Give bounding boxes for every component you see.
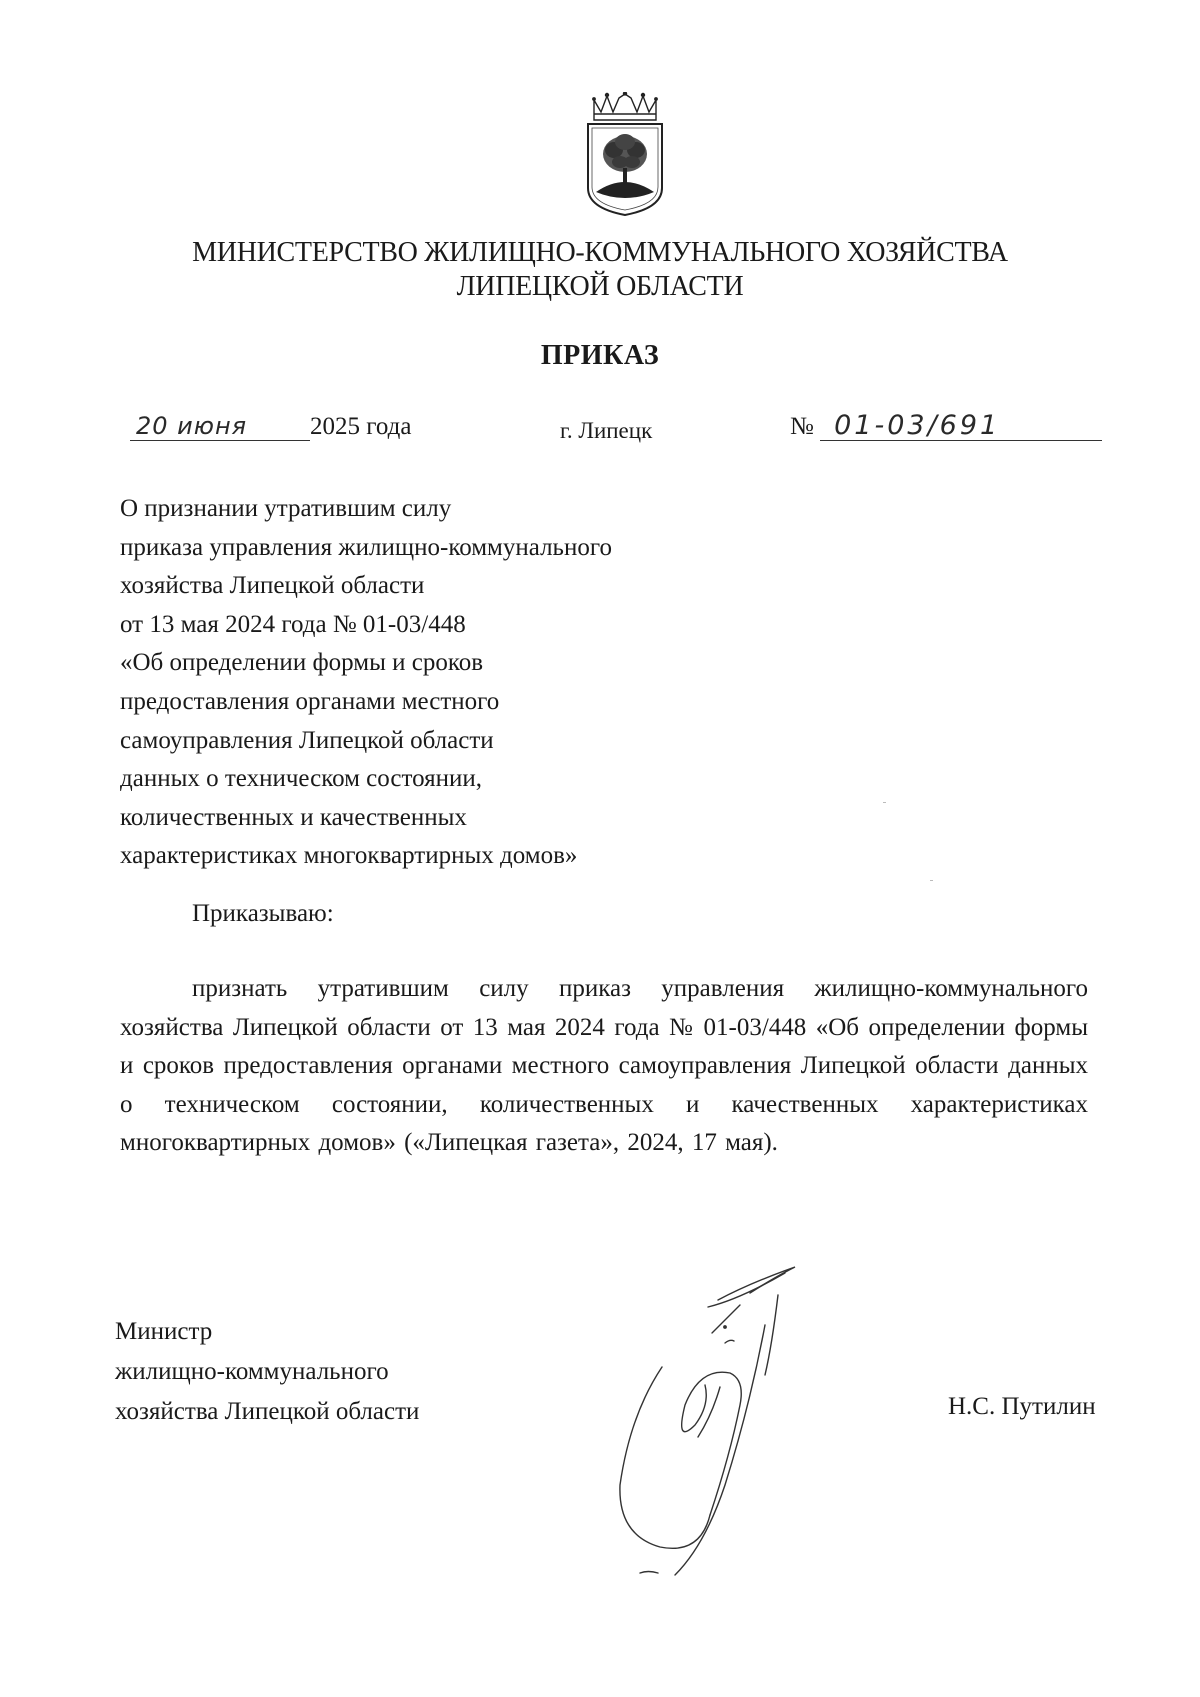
subject-line: количественных и качественных xyxy=(120,803,467,831)
signatory-name: Н.С. Путилин xyxy=(948,1393,1096,1420)
order-subject xyxy=(120,490,612,876)
scan-speck xyxy=(930,880,933,881)
subject-line: приказа управления жилищно-коммунального xyxy=(120,533,612,561)
handwritten-number: 01-03/691 xyxy=(820,412,1102,441)
subject-line: О признании утратившим силу xyxy=(120,495,452,522)
subject-line: данных о техническом состоянии, xyxy=(120,765,482,793)
scan-speck xyxy=(883,802,886,803)
order-city: г. Липецк xyxy=(560,418,653,443)
document-type-title: ПРИКАЗ xyxy=(540,340,660,371)
ministry-name-line2: ЛИПЕЦКОЙ ОБЛАСТИ xyxy=(456,271,744,302)
date-year: 2025 года xyxy=(310,413,412,440)
order-date xyxy=(130,412,411,441)
position-line: хозяйства Липецкой области xyxy=(115,1398,420,1425)
subject-line: самоуправления Липецкой области xyxy=(120,726,494,754)
order-directive-word: Приказываю: xyxy=(192,900,334,927)
order-body-text: признать утратившим силу приказ управления жилищно-коммунального хозяйства Липецкой области от 13 мая 2024 года № 01-03/448 «Об определении формы и сроков предоставления органами местного самоуправления Липецкой области данных о техническом состоянии, количественных и качественных характеристиках многоквартирных домов» («Липецкая газета», 2024, 17 мая). xyxy=(120,975,1088,1156)
ministry-name-line1: МИНИСТЕРСТВО ЖИЛИЩНО-КОММУНАЛЬНОГО ХОЗЯЙСТВА xyxy=(192,237,1008,268)
subject-line: характеристиках многоквартирных домов» xyxy=(120,842,578,870)
subject-line: «Об определении формы и сроков xyxy=(120,649,484,677)
coat-of-arms-emblem xyxy=(580,92,670,217)
subject-line: хозяйства Липецкой области xyxy=(120,572,425,600)
signatory-position xyxy=(115,1312,419,1432)
number-sign: № xyxy=(790,413,814,440)
handwritten-signature xyxy=(600,1255,870,1585)
order-number xyxy=(790,412,1102,441)
handwritten-date: 20 июня xyxy=(130,412,310,441)
subject-line: от 13 мая 2024 года № 01-03/448 xyxy=(120,610,466,638)
position-line: Министр xyxy=(115,1318,213,1345)
position-line: жилищно-коммунального xyxy=(115,1358,389,1385)
subject-line: предоставления органами местного xyxy=(120,687,500,715)
